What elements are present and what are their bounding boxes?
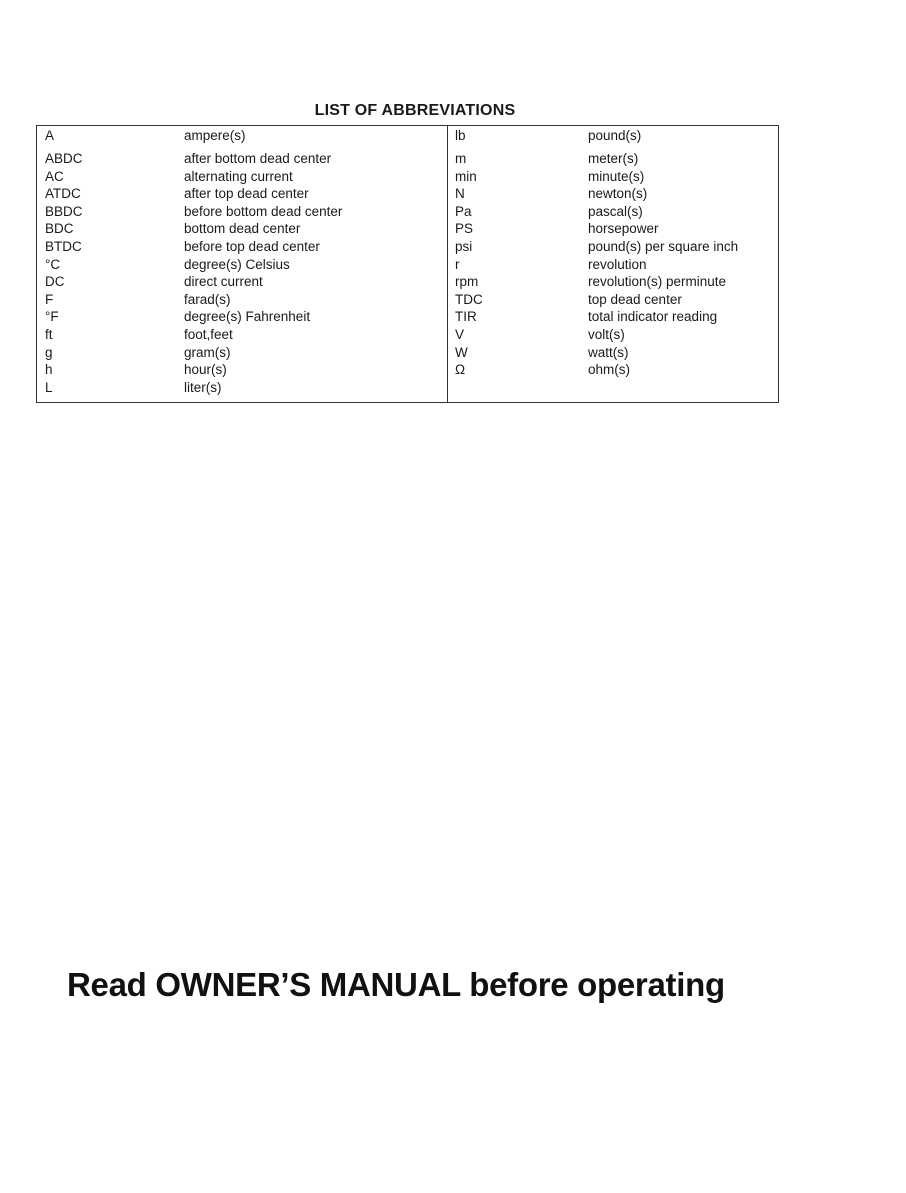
abbreviation: Pa — [455, 204, 472, 219]
column-divider — [447, 126, 448, 402]
abbreviation: L — [45, 380, 53, 395]
abbreviation: W — [455, 345, 468, 360]
ohm-symbol: Ω — [455, 362, 466, 377]
meaning: minute(s) — [588, 169, 645, 184]
abbreviation: BBDC — [45, 204, 83, 219]
owners-manual-warning: Read OWNER’S MANUAL before operating — [67, 966, 725, 1003]
abbreviation: A — [45, 128, 55, 143]
abbreviation: ft — [45, 327, 53, 342]
abbreviation: m — [455, 151, 467, 166]
abbreviation: V — [455, 327, 465, 342]
meaning: farad(s) — [184, 292, 231, 307]
meaning: degree(s) Celsius — [184, 257, 290, 272]
abbreviation: DC — [45, 274, 65, 289]
meaning: degree(s) Fahrenheit — [184, 309, 311, 324]
meaning: bottom dead center — [184, 221, 301, 236]
meaning: hour(s) — [184, 362, 227, 377]
meaning: after bottom dead center — [184, 151, 332, 166]
abbreviation: lb — [455, 128, 466, 143]
meaning: before bottom dead center — [184, 204, 343, 219]
meaning: pound(s) — [588, 128, 642, 143]
meaning: foot,feet — [184, 327, 233, 342]
meaning: before top dead center — [184, 239, 320, 254]
abbreviation: r — [455, 257, 460, 272]
abbreviation: °F — [45, 309, 59, 324]
meaning: meter(s) — [588, 151, 639, 166]
abbreviation: BTDC — [45, 239, 82, 254]
abbreviation: ATDC — [45, 186, 81, 201]
meaning: total indicator reading — [588, 309, 718, 324]
abbreviation: rpm — [455, 274, 479, 289]
abbreviation: PS — [455, 221, 474, 236]
meaning: ohm(s) — [588, 362, 631, 377]
abbreviation: AC — [45, 169, 64, 184]
abbreviation: TDC — [455, 292, 483, 307]
meaning: alternating current — [184, 169, 293, 184]
abbreviation: N — [455, 186, 465, 201]
meaning: after top dead center — [184, 186, 309, 201]
abbreviation: ABDC — [45, 151, 83, 166]
abbreviations-table — [36, 125, 779, 403]
meaning: liter(s) — [184, 380, 222, 395]
meaning: revolution — [588, 257, 647, 272]
page-title: LIST OF ABBREVIATIONS — [314, 102, 516, 119]
abbreviation: g — [45, 345, 53, 360]
meaning: watt(s) — [588, 345, 629, 360]
abbreviation: F — [45, 292, 54, 307]
meaning: revolution(s) perminute — [588, 274, 727, 289]
abbreviation: psi — [455, 239, 473, 254]
abbreviation: min — [455, 169, 477, 184]
abbreviation: BDC — [45, 221, 74, 236]
meaning: pascal(s) — [588, 204, 643, 219]
abbreviation: h — [45, 362, 53, 377]
abbreviation: °C — [45, 257, 61, 272]
meaning: gram(s) — [184, 345, 231, 360]
meaning: newton(s) — [588, 186, 648, 201]
meaning: pound(s) per square inch — [588, 239, 739, 254]
meaning: top dead center — [588, 292, 682, 307]
meaning: volt(s) — [588, 327, 625, 342]
meaning: horsepower — [588, 221, 659, 236]
meaning: direct current — [184, 274, 263, 289]
abbreviation: TIR — [455, 309, 477, 324]
meaning: ampere(s) — [184, 128, 246, 143]
